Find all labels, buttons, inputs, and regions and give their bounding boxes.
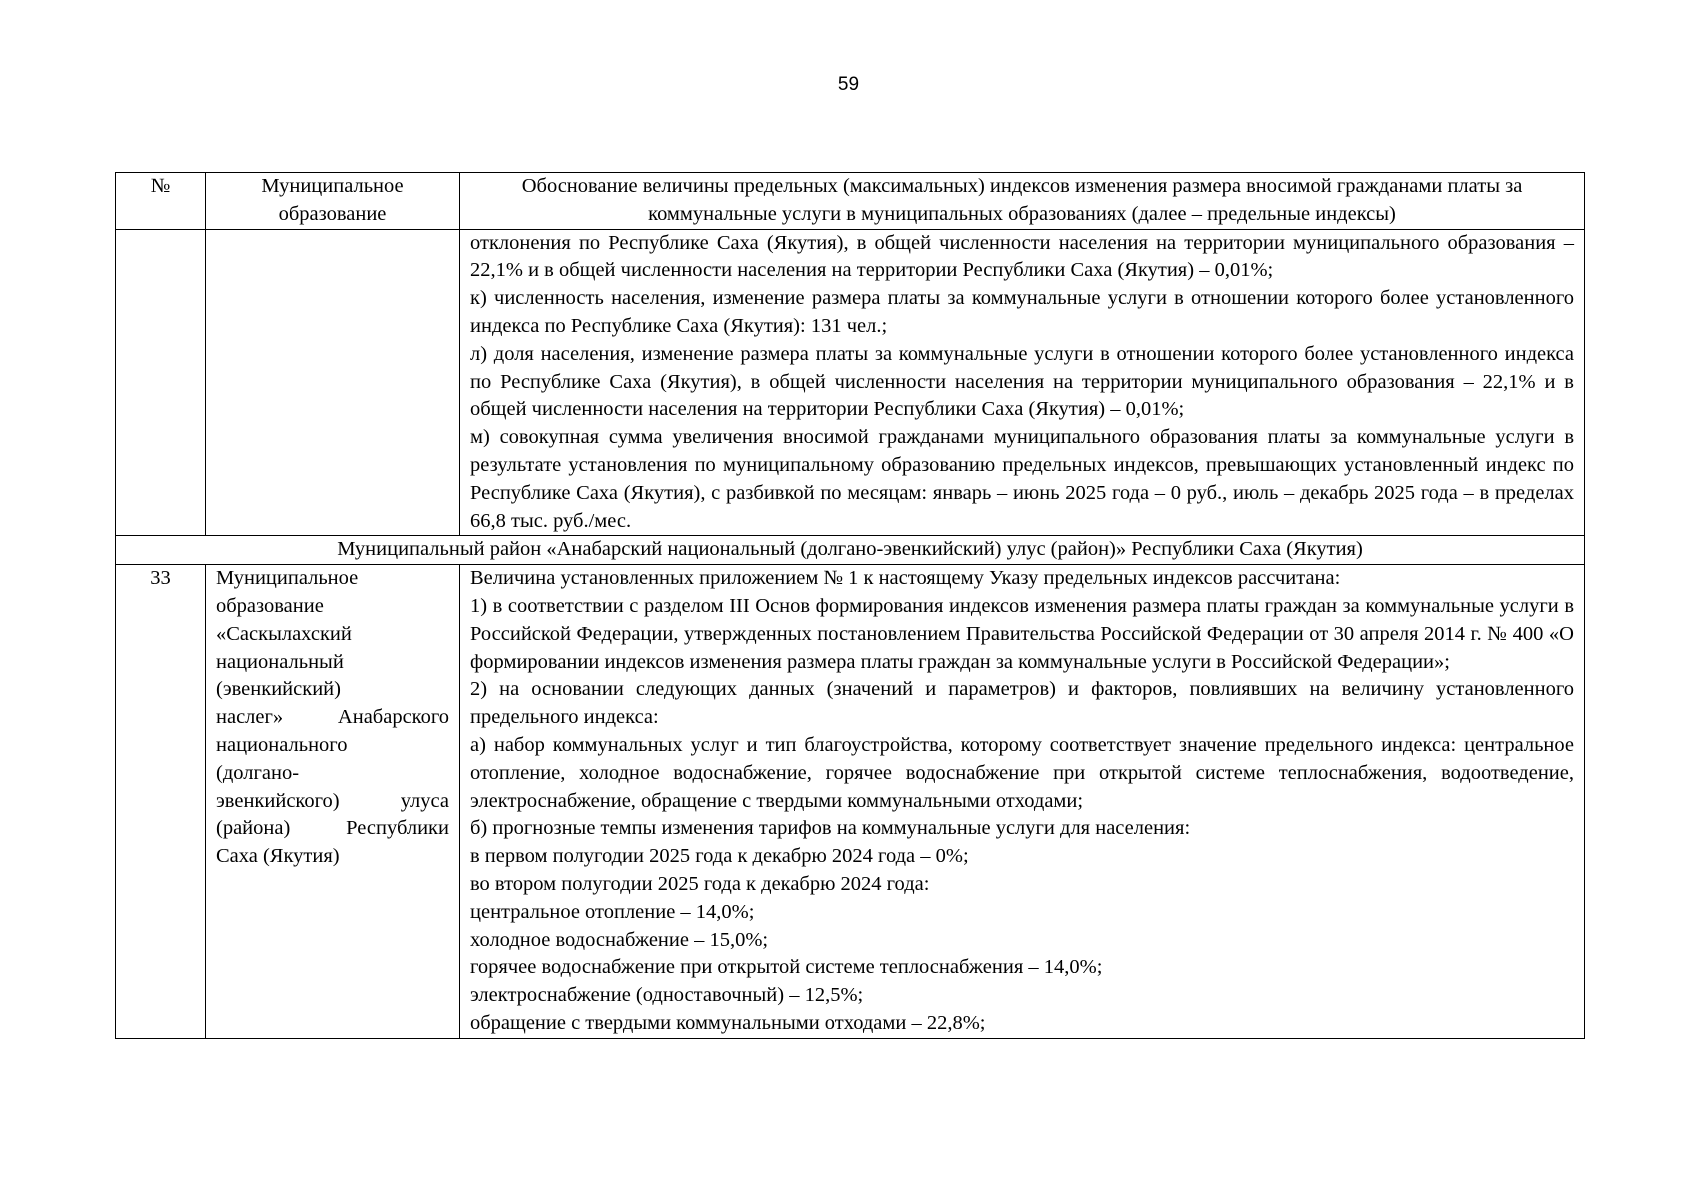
header-municipality: Муниципальное образование (206, 173, 460, 230)
header-justification: Обоснование величины предельных (максимальных) индексов изменения размера вносимой гражданами платы за коммунальные услуги в муниципальных образованиях (далее – предельные индексы) (460, 173, 1585, 230)
municipality-line: наслег» Анабарского (216, 706, 449, 729)
table-row-continued (116, 229, 1585, 536)
paragraph: м) совокупная сумма увеличения вносимой гражданами муниципального образования платы за коммунальные услуги в результате установления по муниципальному образованию предельных индексов, превышающих установленный индекс по Республике Саха (Якутия), с разбивкой по месяцам: январь – июнь 2025 года – 0 руб., июль – декабрь 2025 года – в пределах 66,8 тыс. руб./мес. (470, 426, 1574, 532)
row-number: 33 (116, 565, 206, 1039)
district-heading: Муниципальный район «Анабарский национальный (долгано-эвенкийский) улус (район)» Республики Саха (Якутия) (116, 536, 1585, 565)
paragraph: во втором полугодии 2025 года к декабрю 2024 года: (470, 872, 930, 895)
paragraph: а) набор коммунальных услуг и тип благоустройства, которому соответствует значение предельного индекса: центральное отопление, холодное водоснабжение, горячее водоснабжение при открытой системе теплоснабжения, водоотведение, электроснабжение, обращение с твердыми коммунальными отходами; (470, 733, 1574, 812)
paragraph: л) доля населения, изменение размера платы за коммунальные услуги в отношении которого более установленного индекса по Республике Саха (Якутия), в общей численности населения на территории муниципального образования – 22,1% и в общей численности населения на территории Республики Саха (Якутия) – 0,01%; (470, 342, 1574, 421)
paragraph: к) численность населения, изменение размера платы за коммунальные услуги в отношении которого более установленного индекса по Республике Саха (Якутия): 131 чел.; (470, 287, 1574, 337)
paragraph: обращение с твердыми коммунальными отходами – 22,8%; (470, 1011, 986, 1034)
municipality-line: Саха (Якутия) (216, 845, 340, 868)
paragraph: в первом полугодии 2025 года к декабрю 2024 года – 0%; (470, 845, 969, 868)
municipality-line: эвенкийского) улуса (216, 789, 449, 812)
municipality-line: (эвенкийский) (216, 678, 341, 701)
table-row-33 (116, 565, 1585, 1039)
municipality-line: национальный (216, 650, 344, 673)
paragraph: 1) в соответствии с разделом III Основ формирования индексов изменения размера платы граждан за коммунальные услуги в Российской Федерации, утвержденных постановлением Правительства Российской Федерации от 30 апреля 2014 г. № 400 «О формировании индексов изменения размера платы граждан за коммунальные услуги в Российской Федерации»; (470, 594, 1574, 673)
district-heading-row (116, 536, 1585, 565)
cell-justification (460, 565, 1585, 1039)
cell-justification-continued (460, 229, 1585, 536)
cell-municipality (206, 565, 460, 1039)
municipality-line: образование (216, 594, 324, 617)
paragraph: 2) на основании следующих данных (значений и параметров) и факторов, повлиявших на величину установленного предельного индекса: (470, 678, 1574, 729)
paragraph: электроснабжение (одноставочный) – 12,5%; (470, 984, 864, 1007)
cell-municipality-empty (206, 229, 460, 536)
municipality-line: (долгано- (216, 761, 300, 784)
municipality-line: (района) Республики (216, 817, 449, 840)
justification-table (115, 172, 1585, 1039)
cell-number-empty (116, 229, 206, 536)
paragraph: центральное отопление – 14,0%; (470, 900, 755, 923)
municipality-line: национального (216, 733, 348, 756)
table-header-row (116, 173, 1585, 230)
paragraph: холодное водоснабжение – 15,0%; (470, 928, 769, 951)
paragraph: отклонения по Республике Саха (Якутия), в общей численности населения на территории муниципального образования – 22,1% и в общей численности населения на территории Республики Саха (Якутия) – 0,01%; (470, 231, 1574, 282)
header-number: № (116, 173, 206, 230)
municipality-line: «Саскылахский (216, 622, 352, 645)
municipality-line: Муниципальное (216, 567, 359, 590)
page-number: 59 (837, 74, 860, 95)
paragraph: горячее водоснабжение при открытой системе теплоснабжения – 14,0%; (470, 956, 1103, 979)
paragraph: б) прогнозные темпы изменения тарифов на коммунальные услуги для населения: (470, 817, 1191, 840)
paragraph: Величина установленных приложением № 1 к настоящему Указу предельных индексов рассчитана: (470, 567, 1341, 590)
